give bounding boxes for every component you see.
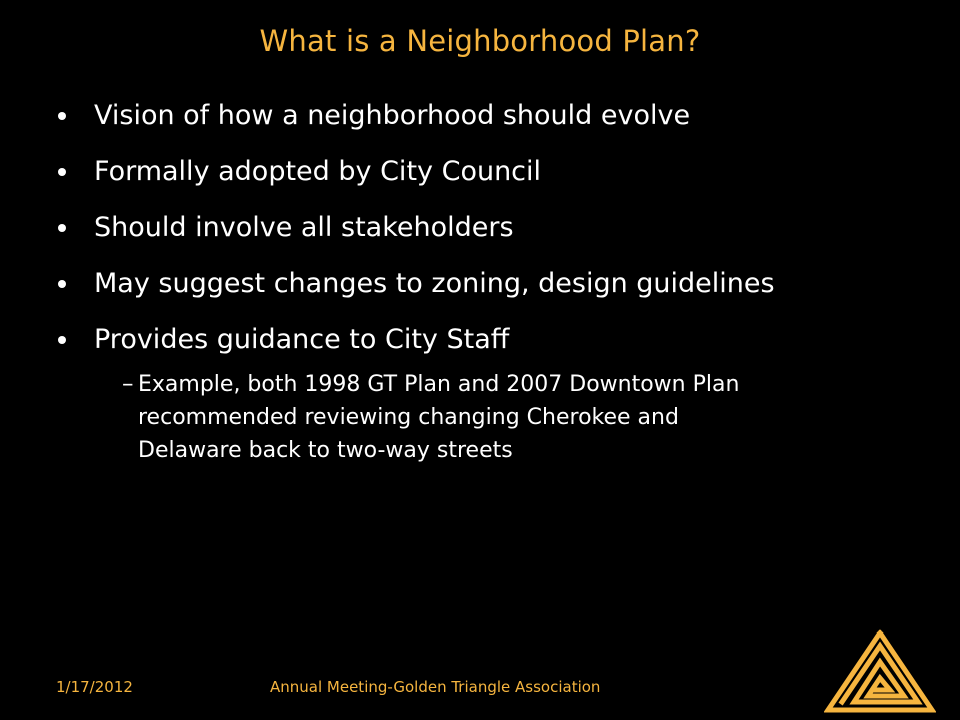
bullet-dot-icon	[58, 168, 66, 176]
sub-bullet-line: Delaware back to two-way streets	[138, 438, 513, 463]
bullet-item	[56, 96, 920, 136]
bullet-text: Formally adopted by City Council	[94, 156, 542, 187]
sub-bullet-text	[138, 368, 838, 467]
slide-title: What is a Neighborhood Plan?	[259, 24, 701, 58]
bullet-dot-icon	[58, 112, 66, 120]
bullet-dot-icon	[58, 336, 66, 344]
bullet-list	[56, 96, 920, 376]
bullet-item	[56, 152, 920, 192]
golden-triangle-logo-icon	[824, 628, 936, 714]
sub-bullet-line: Example, both 1998 GT Plan and 2007 Downtown Plan	[138, 372, 740, 397]
bullet-dot-icon	[58, 224, 66, 232]
bullet-dot-icon	[58, 280, 66, 288]
footer-date: 1/17/2012	[56, 678, 133, 696]
bullet-item	[56, 208, 920, 248]
bullet-text: Provides guidance to City Staff	[94, 324, 510, 355]
bullet-text: Vision of how a neighborhood should evolve	[94, 100, 691, 131]
bullet-item	[56, 264, 920, 304]
sub-bullet-dash: –	[122, 371, 134, 397]
sub-bullet-line: recommended reviewing changing Cherokee and	[138, 405, 679, 430]
bullet-text: Should involve all stakeholders	[94, 212, 514, 243]
footer-title: Annual Meeting-Golden Triangle Association	[270, 678, 601, 696]
bullet-text: May suggest changes to zoning, design guidelines	[94, 268, 775, 299]
bullet-item	[56, 320, 920, 360]
